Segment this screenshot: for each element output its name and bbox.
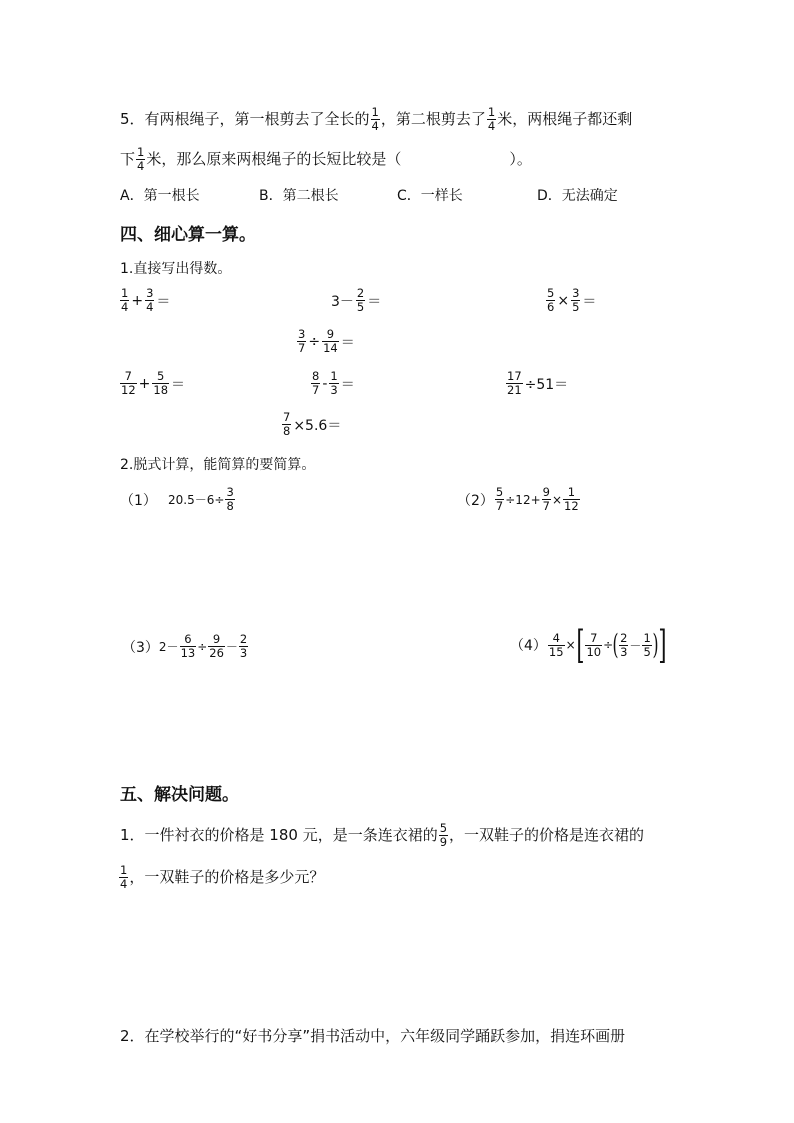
fraction: $\frac{1}{4}$ bbox=[487, 105, 496, 133]
item-label: （2） bbox=[457, 492, 494, 509]
section5-title: 五、解决问题。 bbox=[120, 785, 239, 805]
fraction: $\frac{3}{7}$ bbox=[298, 327, 306, 355]
fraction: $\frac{3}{5}$ bbox=[572, 286, 580, 314]
q5-line2: 下 $\frac{1}{4}$ 米，那么原来两根绳子的长短比较是（ ）。 bbox=[120, 145, 532, 173]
fraction: $\frac{4}{15}$ bbox=[548, 630, 564, 659]
fraction: $\frac{5}{18}$ bbox=[153, 369, 169, 397]
fraction: $\frac{1}{3}$ bbox=[330, 369, 338, 397]
fraction: $\frac{1}{4}$ bbox=[371, 105, 379, 133]
section4-sub2: 2.脱式计算，能简算的要简算。 bbox=[120, 457, 316, 473]
q5-text: 5．有两根绳子，第一根剪去了全长的 bbox=[120, 110, 370, 128]
right-bracket: ] bbox=[658, 623, 667, 667]
choice-d[interactable]: D．无法确定 bbox=[537, 188, 618, 204]
fraction: $\frac{2}{3}$ bbox=[620, 630, 628, 659]
fraction: $\frac{2}{5}$ bbox=[356, 286, 365, 314]
item-label: （1） bbox=[120, 492, 157, 509]
problem-2-line1: 2．在学校举行的“好书分享”捐书活动中，六年级同学踊跃参加，捐连环画册 bbox=[120, 1027, 626, 1045]
fraction: $\frac{5}{9}$ bbox=[439, 821, 448, 849]
oral-expr-5: $\frac{7}{12}$ + $\frac{5}{18}$ ＝ bbox=[121, 369, 186, 397]
item-label: （4） bbox=[510, 638, 547, 654]
item-label: （3） bbox=[122, 639, 159, 656]
calc-3: （3）2－ $\frac{6}{13}$ ÷ $\frac{9}{26}$ － $\frac{2}{3}$ bbox=[122, 632, 248, 660]
fraction: $\frac{9}{7}$ bbox=[542, 485, 550, 513]
oral-expr-3: $\frac{5}{6}$ × $\frac{3}{5}$ ＝ bbox=[547, 286, 597, 314]
fraction: $\frac{5}{7}$ bbox=[495, 485, 504, 513]
fraction: $\frac{17}{21}$ bbox=[507, 369, 522, 397]
choice-b[interactable]: B．第二根长 bbox=[259, 188, 339, 204]
fraction: $\frac{1}{12}$ bbox=[564, 485, 579, 513]
fraction: $\frac{8}{7}$ bbox=[312, 369, 320, 397]
fraction: $\frac{2}{3}$ bbox=[239, 632, 248, 660]
oral-expr-2: 3－ $\frac{2}{5}$ ＝ bbox=[331, 286, 382, 314]
oral-expr-8: $\frac{7}{8}$ ×5.6＝ bbox=[283, 410, 342, 438]
left-bracket: [ bbox=[575, 623, 585, 667]
fraction: $\frac{9}{14}$ bbox=[323, 327, 338, 355]
fraction: $\frac{9}{26}$ bbox=[209, 632, 224, 660]
fraction: $\frac{3}{4}$ bbox=[146, 286, 154, 314]
fraction: $\frac{1}{4}$ bbox=[120, 863, 128, 891]
fraction: $\frac{5}{6}$ bbox=[547, 286, 555, 314]
fraction: $\frac{1}{4}$ bbox=[121, 286, 129, 314]
left-paren: ( bbox=[612, 628, 619, 661]
oral-expr-4: $\frac{3}{7}$ ÷ $\frac{9}{14}$ ＝ bbox=[298, 327, 355, 355]
calc-2: （2） $\frac{5}{7}$ ÷12+ $\frac{9}{7}$ × $\frac{1}{12}$ bbox=[457, 485, 579, 513]
fraction: $\frac{7}{8}$ bbox=[283, 410, 291, 438]
fraction: $\frac{1}{5}$ bbox=[643, 630, 651, 659]
oral-expr-6: $\frac{8}{7}$ - $\frac{1}{3}$ ＝ bbox=[312, 369, 355, 397]
section4-sub1: 1.直接写出得数。 bbox=[120, 261, 232, 277]
fraction: $\frac{3}{8}$ bbox=[226, 485, 234, 513]
calc-1: （1） 20.5－6÷ $\frac{3}{8}$ bbox=[120, 485, 234, 513]
right-paren: ) bbox=[652, 628, 659, 661]
section4-title: 四、细心算一算。 bbox=[120, 225, 256, 245]
fraction: $\frac{1}{4}$ bbox=[137, 145, 145, 173]
choice-a[interactable]: A．第一根长 bbox=[120, 188, 200, 204]
fraction: $\frac{7}{10}$ bbox=[586, 630, 602, 659]
choice-c[interactable]: C．一样长 bbox=[397, 188, 463, 204]
q5-line1: 5．有两根绳子，第一根剪去了全长的 $\frac{1}{4}$ ，第二根剪去了 $\frac{1}{4}$ 米，两根绳子都还剩 bbox=[120, 105, 633, 133]
problem-1-line1: 1．一件衬衣的价格是 180 元，是一条连衣裙的 $\frac{5}{9}$ ，一双鞋子的价格是连衣裙的 bbox=[120, 821, 645, 849]
fraction: $\frac{6}{13}$ bbox=[180, 632, 196, 660]
fraction: $\frac{7}{12}$ bbox=[121, 369, 136, 397]
calc-4: （4） $\frac{4}{15}$ ×[ $\frac{7}{10}$ ÷( $\frac{2}{3}$ － $\frac{1}{5}$ )] bbox=[510, 623, 667, 667]
problem-1-line2: $\frac{1}{4}$ ，一双鞋子的价格是多少元？ bbox=[120, 863, 325, 891]
oral-expr-1: $\frac{1}{4}$ + $\frac{3}{4}$ ＝ bbox=[121, 286, 171, 314]
oral-expr-7: $\frac{17}{21}$ ÷51＝ bbox=[507, 369, 569, 397]
